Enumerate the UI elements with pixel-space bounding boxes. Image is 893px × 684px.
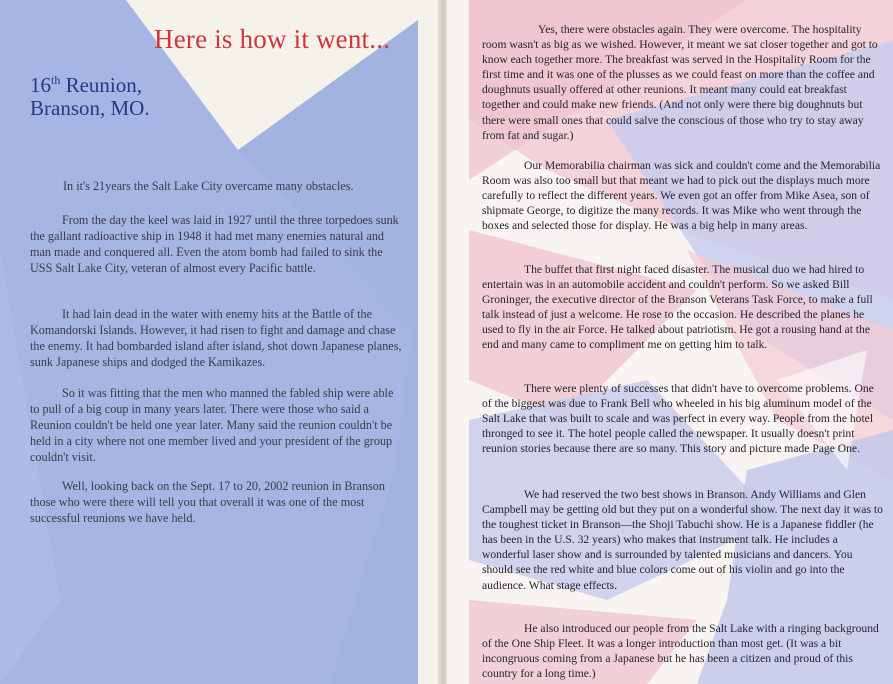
headline: Here is how it went... [154,24,391,54]
left-paragraph: So it was fitting that the men who manned the fabled ship were able to pull of a big coup in many years later. There were those who said a Reunion couldn't be held one year later. Many said the reunion couldn't be held in a city where not one member lived and your president of the group couldn't visit. [30,386,394,464]
subtitle [30,74,150,120]
left-paragraph: It had lain dead in the water with enemy hits at the Battle of the Komandorski Islands. However, it had risen to fight and damage and chase the enemy. It had bombarded island after island, shot down Japanese planes, sunk Japanese ships and dodged the Kamikazes. [30,307,402,369]
left-paragraph: Well, looking back on the Sept. 17 to 20, 2002 reunion in Branson those who were there will tell you that overall it was one of the most successful reunions we have held. [30,479,385,525]
left-paragraph: In it's 21years the Salt Lake City overcame many obstacles. [63,179,354,193]
subtitle-line-2: Branson, MO. [30,96,150,120]
left-page [0,0,442,684]
left-paragraph: From the day the keel was laid in 1927 until the three torpedoes sunk the gallant radioactive ship in 1948 it had met many enemies natural and man made and conquered all. Even the atom bomb had failed to sink the USS Salt Lake City, veteran of almost every Pacific battle. [30,213,399,275]
subtitle-line-1 [30,74,150,97]
right-paragraph: He also introduced our people from the Salt Lake with a ringing background of the One Ship Fleet. It was a longer introduction than most get. (It was a bit incongruous coming from a Japanese but he has been a citizen and proud of this country for a long time.) [482,622,879,681]
right-paragraph: Yes, there were obstacles again. They were overcome. The hospitality room wasn't as big as we wished. However, it meant we sat closer together and got to know each together more. The breakfast was served in the Hospitality Room for the first time and it was one of the plusses as we could feast on more than the coffee and doughnuts usually offered at other reunions. It meant many could eat breakfast together and could make new friends. (And not only were there big doughnuts but there were small ones that could salve the conscious of those who try to stay away from fat and sugar.) [482,23,878,142]
right-paragraph: We had reserved the two best shows in Branson. Andy Williams and Glen Campbell may be getting old but they put on a wonderful show. The next day it was to the toughest ticket in Branson—the Shoji Tabuchi show. He is a Japanese fiddler (he has been in the U.S. 32 years) who makes that instrument talk. He includes a wonderful laser show and is surrounded by talented musicians and dancers. You should see the red white and blue colors come out of his violin and go into the audience. What stage effects. [482,488,883,592]
reunion-number: 16 [30,73,51,97]
right-paragraph: There were plenty of successes that didn't have to overcome problems. One of the biggest was due to Frank Bell who wheeled in his big aluminum model of the Salt Lake that was built to scale and was perfect in every way. People from the hotel thronged to see it. The hotel people called the newspaper. It usually doesn't print reunion stories because there are so many. This story and picture made Page One. [482,382,874,456]
right-page [447,0,893,684]
right-paragraph: Our Memorabilia chairman was sick and couldn't come and the Memorabilia Room was also too small but that meant we had to pick out the displays much more carefully to reflect the different years. We even got an offer from Mike Asea, son of shipmate George, to digitize the many records. It was Mike who went through the boxes and selected those for display. He was a big help in many areas. [482,159,881,233]
ordinal-suffix: th [51,73,61,87]
reunion-label: Reunion, [60,73,143,97]
right-paragraph: The buffet that first night faced disaster. The musical duo we had hired to entertain was in an automobile accident and couldn't perform. So we asked Bill Groninger, the executive director of the Branson Veterans Task Force, to make a full talk instead of just a welcome. He rose to the occasion. He described the planes he used to fly in the air Force. He talked about patriotism. He got a rousing hand at the end and many came to compliment me on getting him to talk. [482,263,873,352]
